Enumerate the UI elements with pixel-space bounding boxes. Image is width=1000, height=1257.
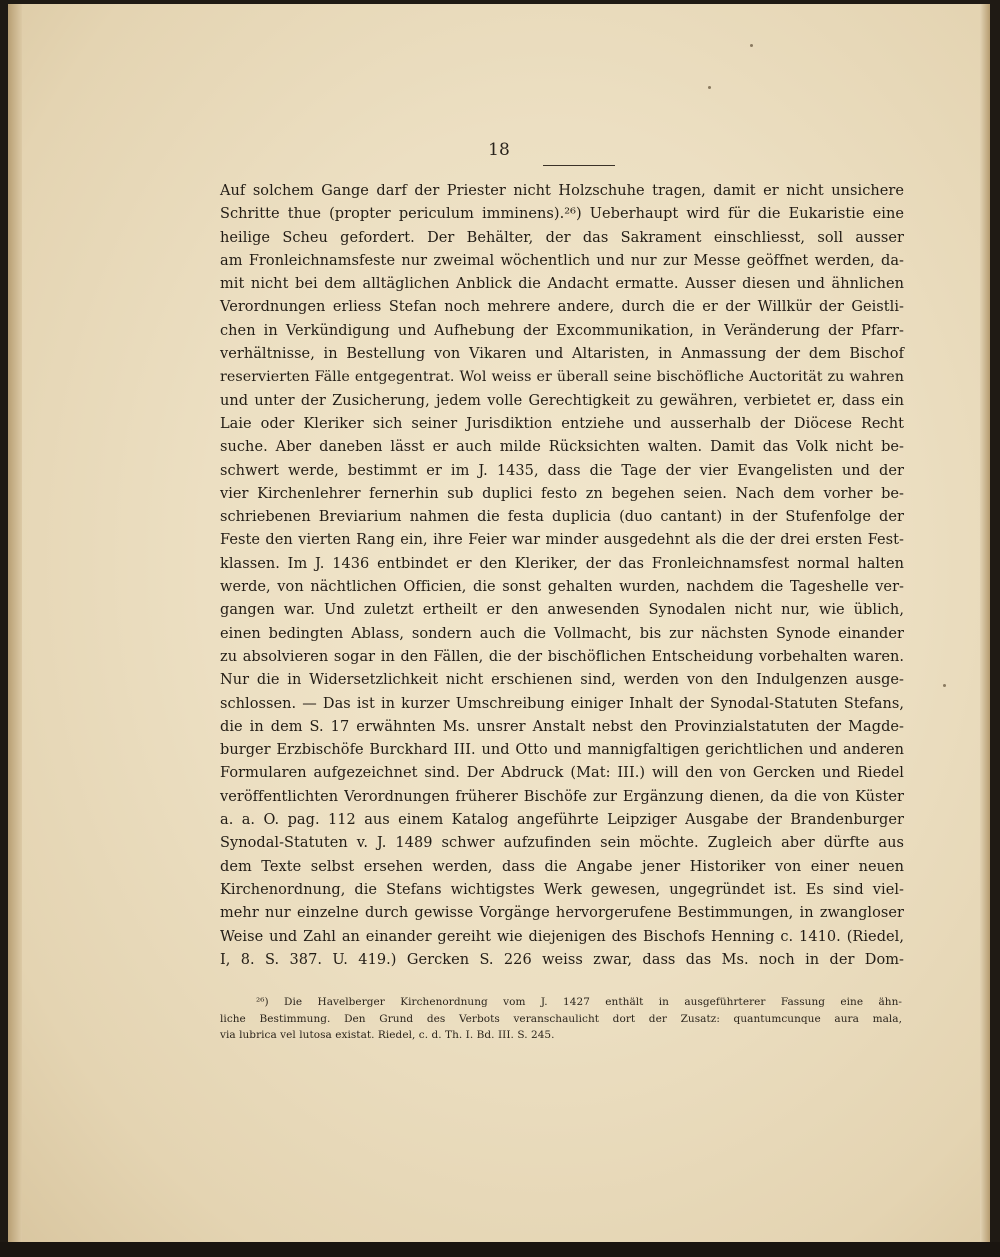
body-line: Synodal-Statuten v. J. 1489 schwer aufzufinden sein möchte. Zugleich aber dürfte aus	[220, 835, 904, 852]
body-line: die in dem S. 17 erwähnten Ms. unsrer Anstalt nebst den Provinzialstatuten der Magde-	[220, 718, 904, 735]
body-line: veröffentlichten Verordnungen früherer Bischöfe zur Ergänzung dienen, da die von Küster	[220, 788, 904, 805]
body-line: werde, von nächtlichen Officien, die sonst gehalten wurden, nachdem die Tageshelle ver-	[220, 579, 904, 596]
body-line: verhältnisse, in Bestellung von Vikaren und Altaristen, in Anmassung der dem Bischof	[220, 346, 904, 363]
book-page	[8, 4, 990, 1242]
paper-fleck	[943, 684, 946, 687]
body-line: Weise und Zahl an einander gereiht wie diejenigen des Bischofs Henning c. 1410. (Riedel,	[220, 928, 904, 945]
body-line: mit nicht bei dem alltäglichen Anblick die Andacht ermatte. Ausser diesen und ähnlichen	[220, 276, 904, 293]
footnote	[220, 994, 902, 1044]
body-line: zu absolvieren sogar in den Fällen, die der bischöflichen Entscheidung vorbehalten waren.	[220, 648, 904, 665]
footnote-line: via lubrica vel lutosa existat. Riedel, c. d. Th. I. Bd. III. S. 245.	[220, 1029, 555, 1041]
body-line: burger Erzbischöfe Burckhard III. und Otto und mannigfaltigen gerichtlichen und anderen	[220, 742, 904, 759]
body-line: schlossen. — Das ist in kurzer Umschreibung einiger Inhalt der Synodal-Statuten Stefans,	[220, 695, 904, 712]
body-line: Laie oder Kleriker sich seiner Jurisdiktion entziehe und ausserhalb der Diöcese Recht	[220, 415, 904, 432]
body-line: Auf solchem Gange darf der Priester nicht Holzschuhe tragen, damit er nicht unsichere	[220, 183, 904, 199]
body-line: Nur die in Widersetzlichkeit nicht erschienen sind, werden von den Indulgenzen ausge-	[220, 672, 904, 689]
header-rule	[543, 165, 615, 166]
footnote-line: liche Bestimmung. Den Grund des Verbots veranschaulicht dort der Zusatz: quantumcunque aura mala,	[220, 1012, 902, 1025]
page-edge-right	[980, 4, 990, 1242]
body-line: chen in Verkündigung und Aufhebung der Excommunikation, in Veränderung der Pfarr-	[220, 322, 904, 339]
body-text	[220, 180, 904, 972]
body-line: a. a. O. pag. 112 aus einem Katalog angeführte Leipziger Ausgabe der Brandenburger	[220, 812, 904, 829]
body-line: schwert werde, bestimmt er im J. 1435, dass die Tage der vier Evangelisten und der	[220, 462, 904, 479]
body-line: mehr nur einzelne durch gewisse Vorgänge hervorgerufene Bestimmungen, in zwangloser	[220, 905, 904, 922]
body-line: vier Kirchenlehrer fernerhin sub duplici festo zn begehen seien. Nach dem vorher be-	[220, 485, 904, 502]
body-line: reservierten Fälle entgegentrat. Wol weiss er überall seine bischöfliche Auctorität zu wahren	[220, 369, 904, 386]
body-line: Kirchenordnung, die Stefans wichtigstes Werk gewesen, ungegründet ist. Es sind viel-	[220, 881, 904, 898]
body-line: klassen. Im J. 1436 entbindet er den Kleriker, der das Fronleichnamsfest normal halten	[220, 555, 904, 572]
body-line: Verordnungen erliess Stefan noch mehrere andere, durch die er der Willkür der Geistli-	[220, 299, 904, 316]
body-line: schriebenen Breviarium nahmen die festa duplicia (duo cantant) in der Stufenfolge der	[220, 509, 904, 526]
paper-fleck	[750, 44, 753, 47]
body-line: am Fronleichnamsfeste nur zweimal wöchentlich und nur zur Messe geöffnet werden, da-	[220, 252, 904, 269]
body-line: Schritte thue (propter periculum imminens).²⁶) Ueberhaupt wird für die Eukaristie eine	[220, 206, 904, 223]
body-line: I, 8. S. 387. U. 419.) Gercken S. 226 weiss zwar, dass das Ms. noch in der Dom-	[220, 951, 904, 968]
body-line: Formularen aufgezeichnet sind. Der Abdruck (Mat: III.) will den von Gercken und Riedel	[220, 765, 904, 782]
page-edge-left	[8, 4, 22, 1242]
footnote-line: ²⁶) Die Havelberger Kirchenordnung vom J. 1427 enthält in ausgeführterer Fassung eine ähn-	[256, 996, 902, 1008]
body-line: Feste den vierten Rang ein, ihre Feier war minder ausgedehnt als die der drei ersten Fest-	[220, 532, 904, 549]
paper-fleck	[708, 86, 711, 89]
body-line: dem Texte selbst ersehen werden, dass die Angabe jener Historiker von einer neuen	[220, 858, 904, 875]
scan-bottom-edge	[0, 1242, 1000, 1257]
body-line: suche. Aber daneben lässt er auch milde Rücksichten walten. Damit das Volk nicht be-	[220, 439, 904, 456]
body-line: und unter der Zusicherung, jedem volle Gerechtigkeit zu gewähren, verbietet er, dass ein	[220, 392, 904, 409]
page-number: 18	[488, 140, 510, 160]
body-line: einen bedingten Ablass, sondern auch die Vollmacht, bis zur nächsten Synode einander	[220, 625, 904, 642]
body-line: gangen war. Und zuletzt ertheilt er den anwesenden Synodalen nicht nur, wie üblich,	[220, 602, 904, 619]
body-line: heilige Scheu gefordert. Der Behälter, der das Sakrament einschliesst, soll ausser	[220, 229, 904, 246]
